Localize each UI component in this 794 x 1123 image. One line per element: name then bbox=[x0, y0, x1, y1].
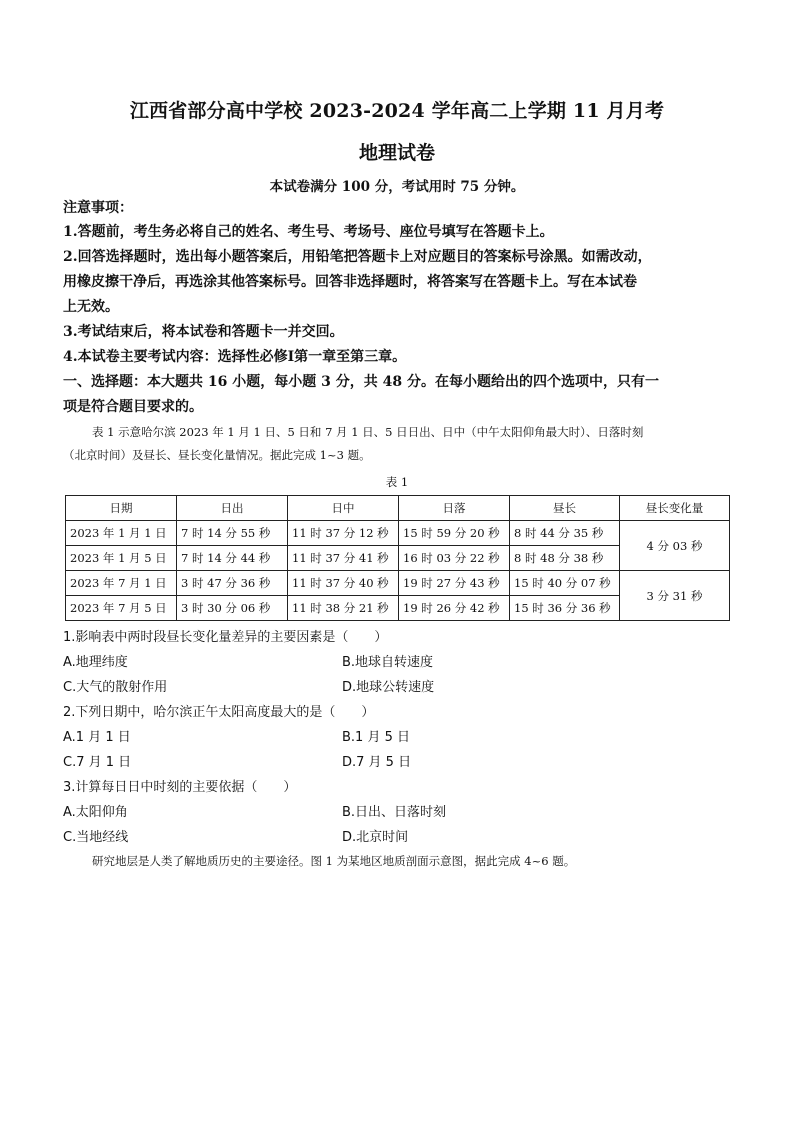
cell-noon: 11 时 37 分 40 秒 bbox=[288, 571, 399, 596]
question-3-stem: 3.计算每日日中时刻的主要依据（ ） bbox=[63, 780, 297, 795]
q2-option-d: D.7 月 5 日 bbox=[342, 755, 412, 770]
note-2-line-2: 用橡皮擦干净后，再选涂其他答案标号。回答非选择题时，将答案写在答题卡上。写在本试卷 bbox=[63, 274, 637, 290]
cell-sunrise: 7 时 14 分 55 秒 bbox=[177, 521, 288, 546]
section-1-line-2: 项是符合题目要求的。 bbox=[63, 399, 203, 415]
intro-1-line-2: （北京时间）及昼长、昼长变化量情况。据此完成 1~3 题。 bbox=[63, 448, 371, 462]
cell-date: 2023 年 7 月 1 日 bbox=[66, 571, 177, 596]
note-3: 3.考试结束后，将本试卷和答题卡一并交回。 bbox=[63, 324, 344, 340]
exam-title: 江西省部分高中学校 2023-2024 学年高二上学期 11 月月考 bbox=[129, 100, 665, 122]
cell-sunset: 19 时 26 分 42 秒 bbox=[399, 596, 510, 621]
question-2-stem: 2.下列日期中，哈尔滨正午太阳高度最大的是（ ） bbox=[63, 705, 375, 720]
cell-date: 2023 年 1 月 1 日 bbox=[66, 521, 177, 546]
q3-option-c: C.当地经线 bbox=[63, 830, 129, 845]
exam-subject: 地理试卷 bbox=[358, 142, 435, 164]
intro-1-line-1: 表 1 示意哈尔滨 2023 年 1 月 1 日、5 日和 7 月 1 日、5 日日出、日中（中午太阳仰角最大时）、日落时刻 bbox=[92, 425, 644, 439]
header-date: 日期 bbox=[66, 496, 177, 521]
cell-sunrise: 3 时 30 分 06 秒 bbox=[177, 596, 288, 621]
q2-option-c: C.7 月 1 日 bbox=[63, 755, 132, 770]
q3-option-d: D.北京时间 bbox=[342, 830, 409, 845]
table-caption: 表 1 bbox=[385, 475, 409, 489]
cell-noon: 11 时 38 分 21 秒 bbox=[288, 596, 399, 621]
cell-daylength: 15 时 36 分 36 秒 bbox=[510, 596, 620, 621]
cell-noon: 11 时 37 分 12 秒 bbox=[288, 521, 399, 546]
question-1-stem: 1.影响表中两时段昼长变化量差异的主要因素是（ ） bbox=[63, 630, 388, 645]
cell-change-jan: 4 分 03 秒 bbox=[620, 521, 730, 571]
notes-heading: 注意事项： bbox=[63, 200, 133, 216]
q1-option-a: A.地理纬度 bbox=[63, 655, 128, 670]
header-sunrise: 日出 bbox=[177, 496, 288, 521]
cell-change-jul: 3 分 31 秒 bbox=[620, 571, 730, 621]
data-table bbox=[65, 495, 730, 621]
header-sunset: 日落 bbox=[399, 496, 510, 521]
table-row bbox=[66, 521, 730, 546]
cell-sunset: 19 时 27 分 43 秒 bbox=[399, 571, 510, 596]
cell-daylength: 8 时 44 分 35 秒 bbox=[510, 521, 620, 546]
table-header-row bbox=[66, 496, 730, 521]
cell-noon: 11 时 37 分 41 秒 bbox=[288, 546, 399, 571]
table-row bbox=[66, 571, 730, 596]
cell-sunset: 15 时 59 分 20 秒 bbox=[399, 521, 510, 546]
q2-option-b: B.1 月 5 日 bbox=[342, 730, 410, 745]
q1-option-b: B.地球自转速度 bbox=[342, 655, 434, 670]
cell-daylength: 8 时 48 分 38 秒 bbox=[510, 546, 620, 571]
q1-option-d: D.地球公转速度 bbox=[342, 680, 435, 695]
cell-daylength: 15 时 40 分 07 秒 bbox=[510, 571, 620, 596]
header-noon: 日中 bbox=[288, 496, 399, 521]
note-2-line-1: 2.回答选择题时，选出每小题答案后，用铅笔把答题卡上对应题目的答案标号涂黑。如需改动， bbox=[63, 249, 652, 265]
cell-sunset: 16 时 03 分 22 秒 bbox=[399, 546, 510, 571]
section-1-line-1: 一、选择题：本大题共 16 小题，每小题 3 分，共 48 分。在每小题给出的四个选项中，只有一 bbox=[63, 374, 659, 390]
exam-info: 本试卷满分 100 分，考试用时 75 分钟。 bbox=[269, 179, 525, 195]
q1-option-c: C.大气的散射作用 bbox=[63, 680, 168, 695]
q3-option-b: B.日出、日落时刻 bbox=[342, 805, 447, 820]
q3-option-a: A.太阳仰角 bbox=[63, 805, 128, 820]
cell-sunrise: 7 时 14 分 44 秒 bbox=[177, 546, 288, 571]
note-1: 1.答题前，考生务必将自己的姓名、考生号、考场号、座位号填写在答题卡上。 bbox=[63, 224, 554, 240]
note-2-line-3: 上无效。 bbox=[63, 299, 119, 315]
header-daylength-change: 昼长变化量 bbox=[620, 496, 730, 521]
q2-option-a: A.1 月 1 日 bbox=[63, 730, 131, 745]
cell-sunrise: 3 时 47 分 36 秒 bbox=[177, 571, 288, 596]
cell-date: 2023 年 7 月 5 日 bbox=[66, 596, 177, 621]
cell-date: 2023 年 1 月 5 日 bbox=[66, 546, 177, 571]
intro-2: 研究地层是人类了解地质历史的主要途径。图 1 为某地区地质剖面示意图，据此完成 4~6 题。 bbox=[92, 854, 576, 868]
note-4: 4.本试卷主要考试内容：选择性必修Ⅰ第一章至第三章。 bbox=[63, 349, 407, 365]
header-daylength: 昼长 bbox=[510, 496, 620, 521]
